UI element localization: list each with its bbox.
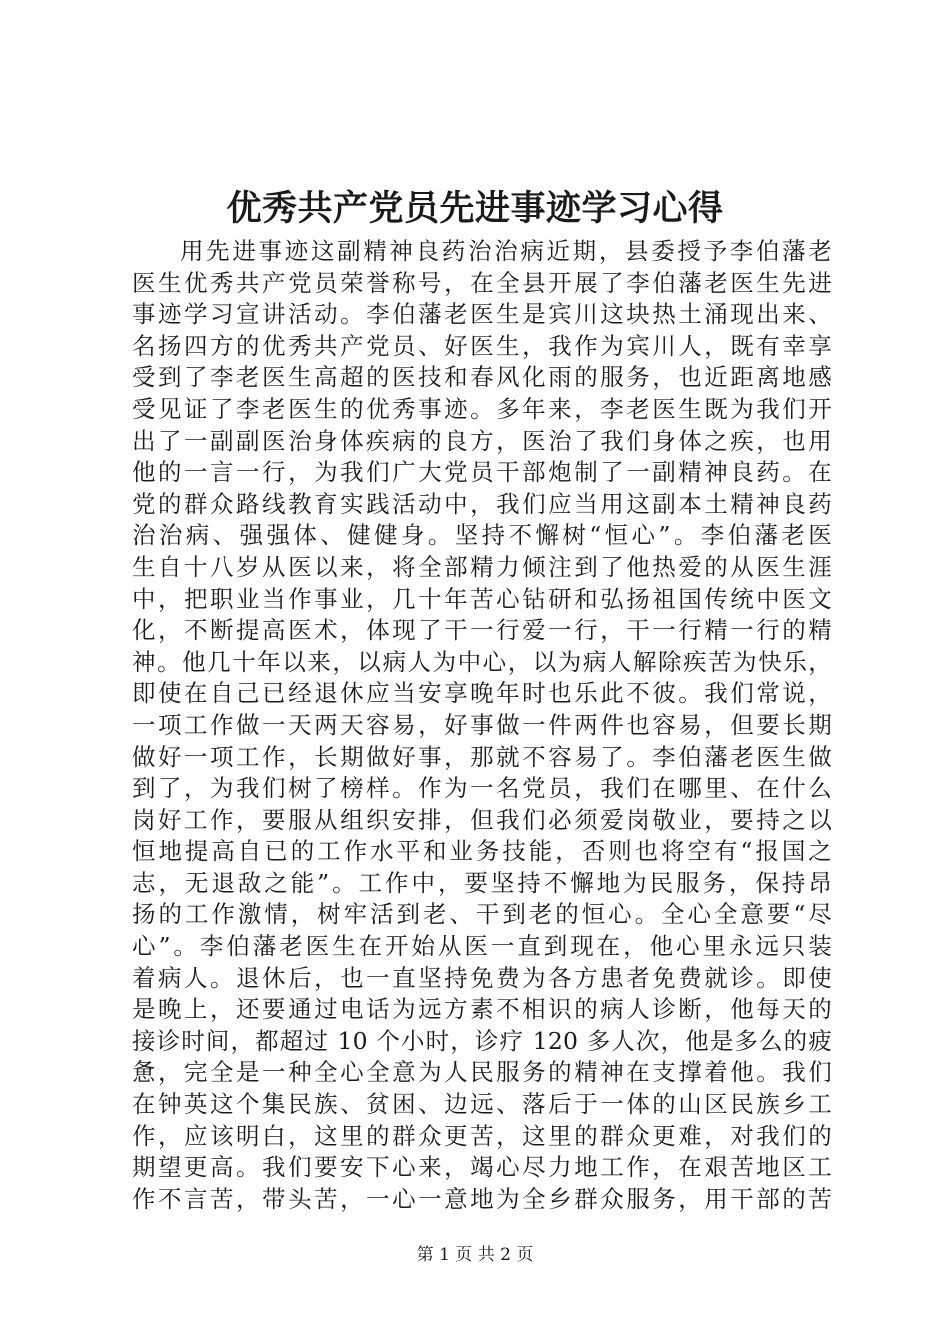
body-line: 即使在自己已经退休应当安享晚年时也乐此不彼。我们常说，	[132, 679, 832, 708]
body-line: 化，不断提高医术，体现了干一行爱一行，干一行精一行的精	[132, 616, 832, 645]
body-line: 扬的工作激情，树牢活到老、干到老的恒心。全心全意要“尽	[132, 900, 832, 929]
body-line: 是晚上，还要通过电话为远方素不相识的病人诊断，他每天的	[132, 995, 832, 1024]
body-line: 岗好工作，要服从组织安排，但我们必须爱岗敬业，要持之以	[132, 805, 832, 834]
body-line: 作不言苦，带头苦，一心一意地为全乡群众服务，用干部的苦	[132, 1184, 832, 1213]
body-line: 治治病、强强体、健健身。坚持不懈树“恒心”。李伯藩老医	[132, 521, 832, 550]
body-line: 中，把职业当作事业，几十年苦心钻研和弘扬祖国传统中医文	[132, 584, 832, 613]
body-line: 受到了李老医生高超的医技和春风化雨的服务，也近距离地感	[132, 363, 832, 392]
document-title: 优秀共产党员先进事迹学习心得	[226, 188, 724, 229]
body-line: 受见证了李老医生的优秀事迹。多年来，李老医生既为我们开	[132, 394, 832, 423]
body-line: 做好一项工作，长期做好事，那就不容易了。李伯藩老医生做	[132, 742, 832, 771]
body-line: 恒地提高自已的工作水平和业务技能，否则也将空有“报国之	[132, 837, 832, 866]
body-line: 神。他几十年以来，以病人为中心，以为病人解除疾苦为快乐，	[132, 647, 832, 676]
body-line: 党的群众路线教育实践活动中，我们应当用这副本土精神良药	[132, 489, 832, 518]
body-line: 接诊时间，都超过 10 个小时，诊疗 120 多人次，他是多么的疲	[132, 1026, 832, 1055]
body-line: 期望更高。我们要安下心来，竭心尽力地工作，在艰苦地区工	[132, 1153, 832, 1182]
document-body	[132, 236, 832, 1215]
page-footer: 第 1 页 共 2 页	[416, 1245, 534, 1265]
body-line: 志，无退敌之能”。工作中，要坚持不懈地为民服务，保持昂	[132, 868, 832, 897]
body-line: 生自十八岁从医以来，将全部精力倾注到了他热爱的从医生涯	[132, 552, 832, 581]
body-line: 用先进事迹这副精神良药治治病近期，县委授予李伯藩老	[180, 237, 832, 265]
body-line: 着病人。退休后，也一直坚持免费为各方患者免费就诊。即使	[132, 963, 832, 992]
body-line: 在钟英这个集民族、贫困、边远、落后于一体的山区民族乡工	[132, 1090, 832, 1119]
body-line: 名扬四方的优秀共产党员、好医生，我作为宾川人，既有幸享	[132, 331, 832, 360]
body-line: 出了一副副医治身体疾病的良方，医治了我们身体之疾，也用	[132, 426, 832, 455]
body-line: 到了，为我们树了榜样。作为一名党员，我们在哪里、在什么	[132, 774, 832, 803]
body-line: 心”。李伯藩老医生在开始从医一直到现在，他心里永远只装	[132, 932, 832, 961]
body-line: 事迹学习宣讲活动。李伯藩老医生是宾川这块热土涌现出来、	[132, 300, 832, 329]
body-line: 作，应该明白，这里的群众更苦，这里的群众更难，对我们的	[132, 1121, 832, 1150]
body-line: 医生优秀共产党员荣誉称号，在全县开展了李伯藩老医生先进	[132, 268, 832, 297]
body-line: 惫，完全是一种全心全意为人民服务的精神在支撑着他。我们	[132, 1058, 832, 1087]
body-line: 他的一言一行，为我们广大党员干部炮制了一副精神良药。在	[132, 458, 832, 487]
body-line: 一项工作做一天两天容易，好事做一件两件也容易，但要长期	[132, 710, 832, 739]
